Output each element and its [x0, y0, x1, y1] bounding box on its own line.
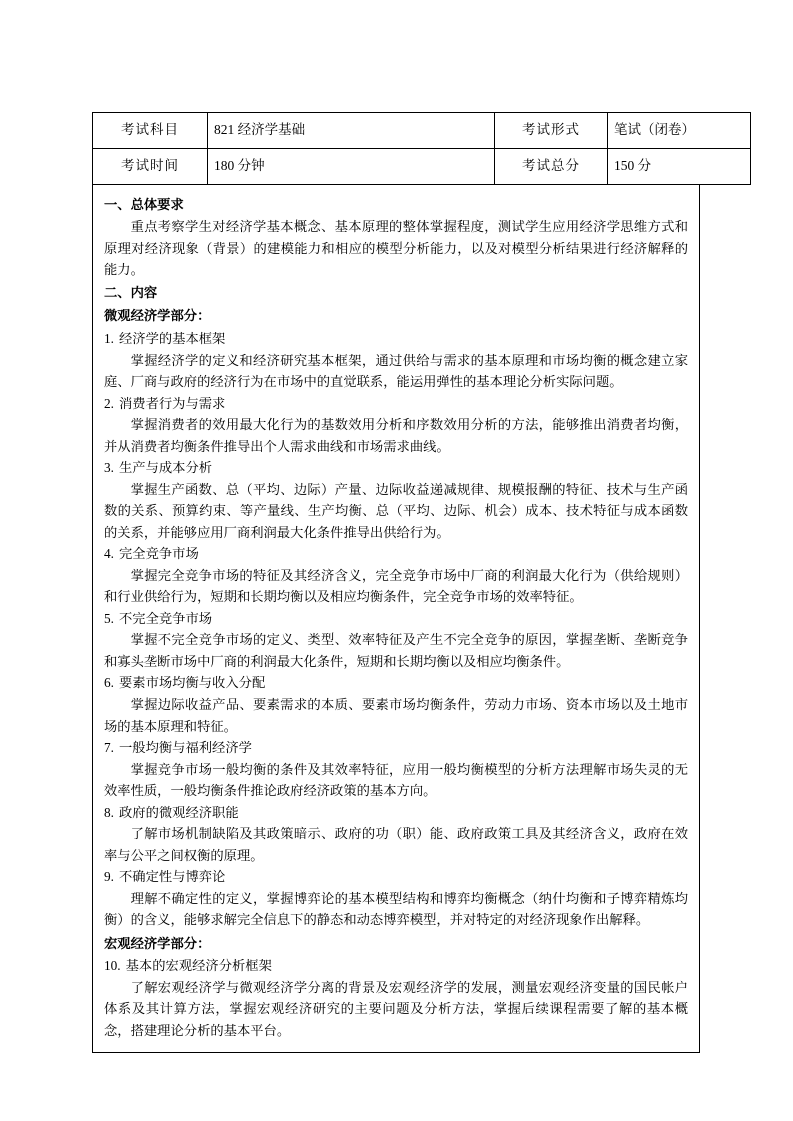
- exam-subject-value: 821 经济学基础: [208, 113, 495, 149]
- section-one-title: 一、总体要求: [104, 196, 184, 212]
- list-item: [104, 457, 688, 543]
- syllabus-body: [92, 185, 700, 1053]
- item-text: 掌握经济学的定义和经济研究基本框架，通过供给与需求的基本原理和市场均衡的概念建立家庭、厂商与政府的经济行为在市场中的直觉联系，能运用弹性的基本理论分析实际问题。: [104, 352, 688, 390]
- item-text: 掌握不完全竞争市场的定义、类型、效率特征及产生不完全竞争的原因，掌握垄断、垄断竞争和寡头垄断市场中厂商的利润最大化条件，短期和长期均衡以及相应均衡条件。: [104, 632, 688, 669]
- table-row: [93, 113, 751, 149]
- item-heading: [104, 802, 688, 824]
- item-heading: [104, 955, 688, 977]
- list-item: [104, 608, 688, 673]
- item-label: 完全竞争市场: [118, 546, 199, 562]
- item-number: 2.: [104, 395, 114, 411]
- item-text: 掌握边际收益产品、要素需求的本质、要素市场均衡条件，劳动力市场、资本市场以及土地市场的基本原理和特征。: [104, 697, 688, 734]
- item-number: 7.: [104, 740, 114, 756]
- exam-score-value: 150 分: [608, 148, 751, 184]
- macro-section-title: 宏观经济学部分：: [104, 935, 211, 951]
- item-number: 5.: [104, 610, 114, 626]
- item-heading: [104, 543, 688, 565]
- list-item: [104, 393, 688, 458]
- item-number: 10.: [104, 958, 121, 974]
- item-text: 掌握竞争市场一般均衡的条件及其效率特征，应用一般均衡模型的分析方法理解市场失灵的无效率性质，一般均衡条件推论政府经济政策的基本方向。: [104, 761, 688, 799]
- item-text: 了解市场机制缺陷及其政策暗示、政府的功（职）能、政府政策工具及其经济含义，政府在效率与公平之间权衡的原理。: [104, 826, 688, 863]
- item-heading: [104, 457, 688, 479]
- item-text: 理解不确定性的定义，掌握博弈论的基本模型结构和博弈均衡概念（纳什均衡和子博弈精炼均衡）的含义，能够求解完全信息下的静态和动态博弈模型，并对特定的对经济现象作出解释。: [104, 890, 688, 928]
- list-item: [104, 802, 688, 867]
- item-number: 4.: [104, 546, 114, 562]
- item-text: 了解宏观经济学与微观经济学分离的背景及宏观经济学的发展，测量宏观经济变量的国民帐户体系及其计算方法，掌握宏观经济研究的主要问题及分析方法，掌握后续课程需要了解的基本概念，搭建理论分析的基本平台。: [104, 979, 688, 1038]
- item-text: 掌握完全竞争市场的特征及其经济含义，完全竞争市场中厂商的利润最大化行为（供给规则）和行业供给行为，短期和长期均衡以及相应均衡条件，完全竞争市场的效率特征。: [104, 567, 688, 605]
- exam-score-label: 考试总分: [495, 148, 608, 184]
- item-heading: [104, 866, 688, 888]
- list-item: [104, 866, 688, 931]
- micro-section-title: 微观经济学部分：: [104, 308, 211, 324]
- section-one-text: 重点考察学生对经济学基本概念、基本原理的整体掌握程度，测试学生应用经济学思维方式和原理对经济现象（背景）的建模能力和相应的模型分析能力，以及对模型分析结果进行经济解释的能力。: [104, 219, 688, 278]
- list-item: [104, 543, 688, 608]
- item-heading: [104, 393, 688, 415]
- item-text: 掌握消费者的效用最大化行为的基数效用分析和序数效用分析的方法，能够推出消费者均衡，并从消费者均衡条件推导出个人需求曲线和市场需求曲线。: [104, 417, 688, 454]
- item-label: 要素市场均衡与收入分配: [118, 675, 266, 691]
- exam-form-value: 笔试（闭卷）: [608, 113, 751, 149]
- item-heading: [104, 608, 688, 630]
- exam-form-label: 考试形式: [495, 113, 608, 149]
- item-label: 消费者行为与需求: [118, 395, 226, 411]
- item-number: 3.: [104, 460, 114, 476]
- item-label: 政府的微观经济职能: [118, 804, 239, 820]
- item-label: 一般均衡与福利经济学: [118, 740, 252, 756]
- exam-subject-label: 考试科目: [93, 113, 208, 149]
- item-number: 9.: [104, 869, 114, 885]
- list-item: [104, 955, 688, 1041]
- item-heading: [104, 672, 688, 694]
- item-text: 掌握生产函数、总（平均、边际）产量、边际收益递减规律、规模报酬的特征、技术与生产函数的关系、预算约束、等产量线、生产均衡、总（平均、边际、机会）成本、技术特征与成本函数的关系，并能够应用厂商利润最大化条件推导出供给行为。: [104, 481, 688, 540]
- exam-time-value: 180 分钟: [208, 148, 495, 184]
- list-item: [104, 672, 688, 737]
- exam-info-table: [92, 112, 751, 185]
- item-label: 生产与成本分析: [118, 460, 213, 476]
- item-label: 不确定性与博弈论: [118, 869, 226, 885]
- item-number: 8.: [104, 804, 114, 820]
- list-item: [104, 328, 688, 393]
- item-heading: [104, 328, 688, 350]
- table-row: [93, 148, 751, 184]
- item-label: 不完全竞争市场: [118, 610, 213, 626]
- item-number: 6.: [104, 675, 114, 691]
- item-label: 基本的宏观经济分析框架: [125, 958, 272, 974]
- list-item: [104, 737, 688, 802]
- section-two-title: 二、内容: [104, 284, 158, 300]
- item-number: 1.: [104, 330, 114, 346]
- item-label: 经济学的基本框架: [118, 330, 226, 346]
- exam-time-label: 考试时间: [93, 148, 208, 184]
- item-heading: [104, 737, 688, 759]
